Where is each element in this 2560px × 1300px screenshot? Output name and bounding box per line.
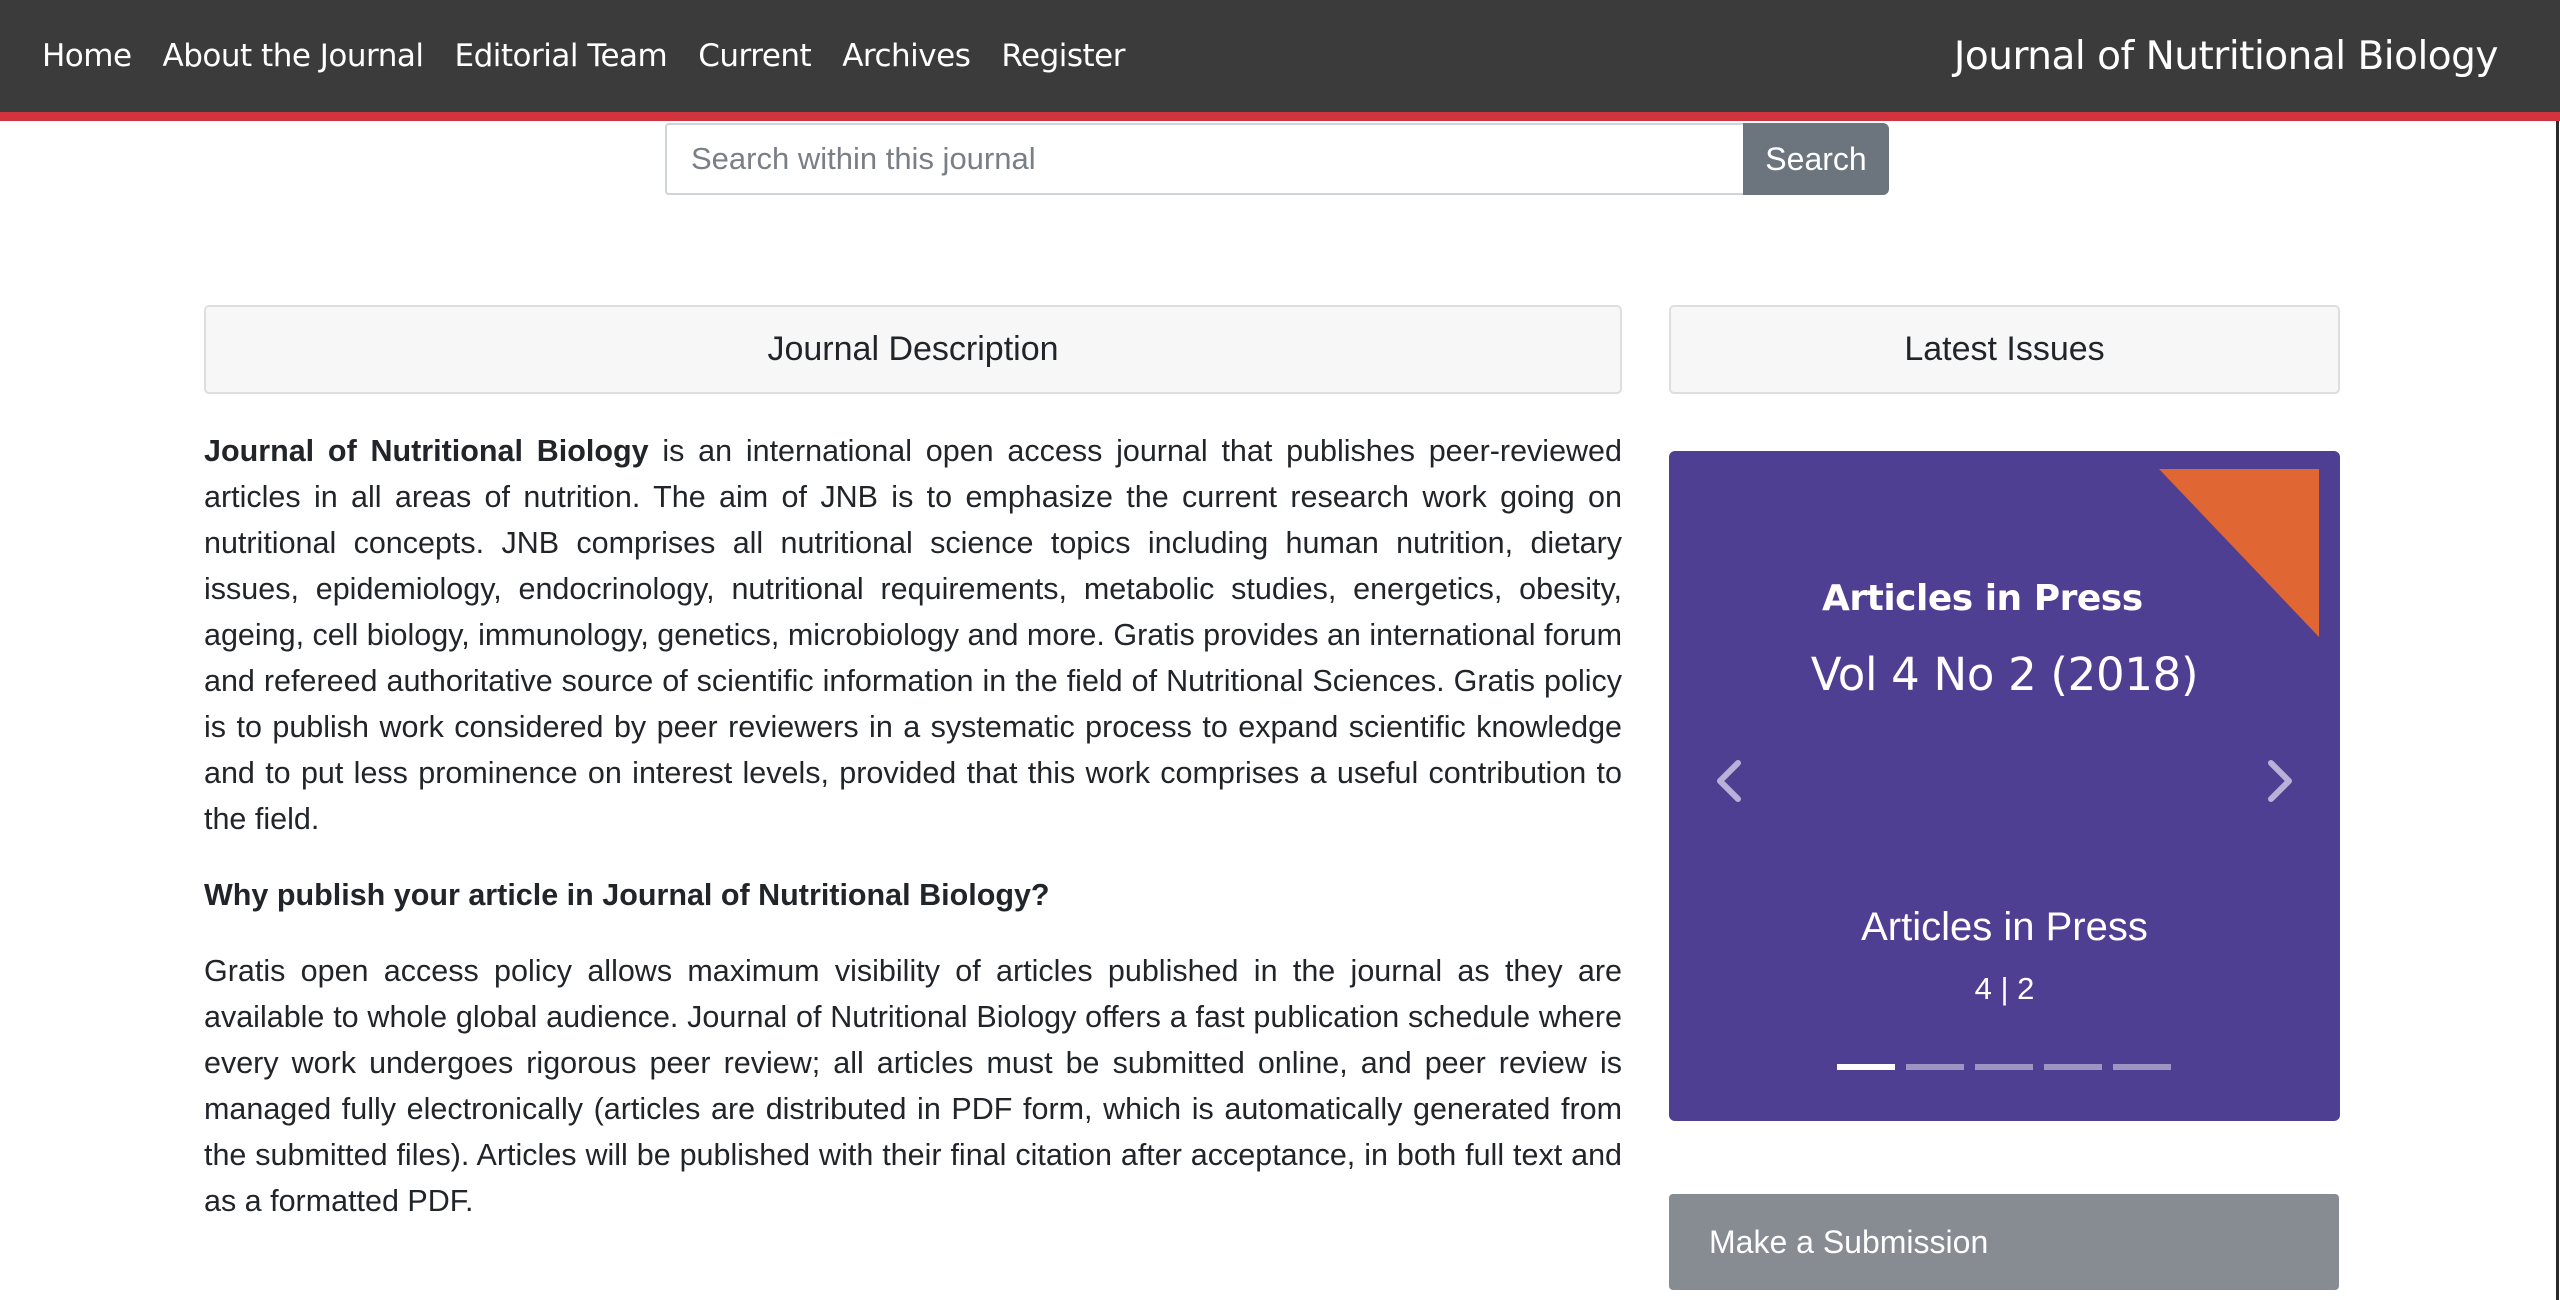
- nav-editorial-team[interactable]: Editorial Team: [454, 38, 668, 74]
- journal-description-body: [204, 428, 1622, 1224]
- search-button[interactable]: Search: [1743, 123, 1889, 195]
- carousel-prev-button[interactable]: [1699, 751, 1759, 811]
- description-paragraph-2: Gratis open access policy allows maximum visibility of articles published in the journal as they are available to whole global audience. Journal of Nutritional Biology offers a fast publication schedule where every work undergoes rigorous peer review; all articles must be submitted online, and peer review is managed fully electronically (articles are distributed in PDF form, which is automatically generated from the submitted files). Articles will be published with their final citation after acceptance, in both full text and as a formatted PDF.: [204, 954, 1622, 1218]
- carousel-indicator-3[interactable]: [1975, 1064, 2033, 1070]
- slide-cover-volume: Vol 4 No 2 (2018): [1810, 648, 2199, 701]
- chevron-left-icon: [1714, 759, 1744, 803]
- nav-home[interactable]: Home: [42, 38, 132, 74]
- carousel-indicators: [1837, 1064, 2171, 1070]
- slide-caption-volume-number: 4 | 2: [1974, 971, 2035, 1006]
- latest-issues-header: [1669, 305, 2340, 394]
- navbar-accent-stripe: [0, 112, 2560, 121]
- journal-description-title: Journal Description: [767, 330, 1059, 368]
- carousel-indicator-2[interactable]: [1906, 1064, 1964, 1070]
- corner-triangle-decoration: [2159, 469, 2319, 637]
- carousel-indicator-4[interactable]: [2044, 1064, 2102, 1070]
- nav-archives[interactable]: Archives: [842, 38, 971, 74]
- slide-cover-kicker: Articles in Press: [1822, 578, 2143, 619]
- nav-about-journal[interactable]: About the Journal: [162, 38, 424, 74]
- chevron-right-icon: [2265, 759, 2295, 803]
- why-publish-heading: Why publish your article in Journal of Nutritional Biology?: [204, 878, 1050, 912]
- nav-register[interactable]: Register: [1001, 38, 1125, 74]
- make-submission-button[interactable]: Make a Submission: [1669, 1194, 2339, 1290]
- journal-name-bold: Journal of Nutritional Biology: [204, 434, 649, 468]
- description-paragraph-1-text: is an international open access journal that publishes peer-reviewed articles in all areas of nutrition. The aim of JNB is to emphasize the current research work going on nutritional concepts. JNB comprises all nutritional science topics including human nutrition, dietary issues, epidemiology, endocrinology, nutritional requirements, metabolic studies, energetics, obesity, ageing, cell biology, immunology, genetics, microbiology and more. Gratis provides an international forum and refereed authoritative source of scientific information in the field of Nutritional Sciences. Gratis policy is to publish work considered by peer reviewers in a systematic process to expand scientific knowledge and to put less prominence on interest levels, provided that this work comprises a useful contribution to the field.: [204, 434, 1622, 836]
- carousel-indicator-1[interactable]: [1837, 1064, 1895, 1070]
- search-input[interactable]: [665, 123, 1743, 195]
- latest-issues-carousel[interactable]: [1669, 451, 2340, 1121]
- site-title[interactable]: Journal of Nutritional Biology: [1953, 33, 2498, 79]
- description-paragraph-1: [204, 428, 1622, 842]
- main-nav: [42, 0, 1156, 112]
- journal-description-header: [204, 305, 1622, 394]
- carousel-next-button[interactable]: [2250, 751, 2310, 811]
- latest-issues-title: Latest Issues: [1904, 330, 2105, 368]
- slide-caption-title: Articles in Press: [1861, 905, 2148, 949]
- nav-current[interactable]: Current: [698, 38, 812, 74]
- top-navbar: [0, 0, 2560, 112]
- carousel-indicator-5[interactable]: [2113, 1064, 2171, 1070]
- page-edge-divider: [2556, 121, 2559, 1300]
